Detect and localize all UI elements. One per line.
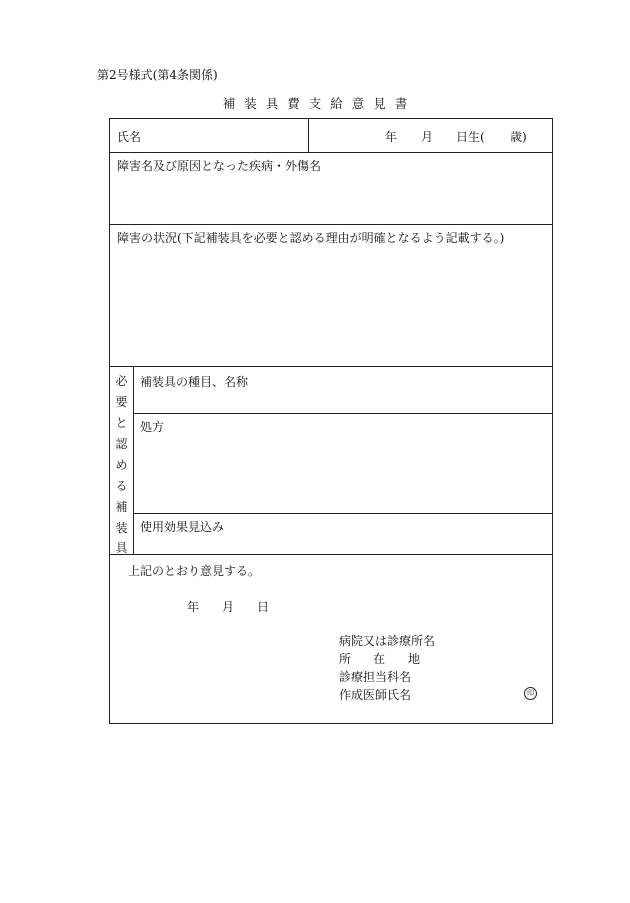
- seal-mark: 印: [524, 687, 537, 700]
- side-char: 装: [115, 521, 128, 535]
- form-number: 第2号様式(第4条関係): [97, 68, 218, 82]
- disability-status-label: 障害の状況(下記補装具を必要と認める理由が明確となるよう記載する。): [117, 231, 505, 245]
- birth-month-label: 月: [421, 130, 434, 144]
- side-char: 補: [115, 500, 128, 514]
- form-frame: [109, 118, 553, 724]
- age-label: 歳): [510, 130, 527, 144]
- side-char: 具: [115, 541, 128, 555]
- row-divider-4: [110, 554, 552, 555]
- address-char-3: 地: [408, 652, 421, 666]
- document-title: 補装具費支給意見書: [222, 96, 417, 111]
- prescription-label: 処方: [140, 420, 165, 434]
- device-divider-1: [133, 413, 552, 414]
- birth-day-label: 日生(: [456, 130, 485, 144]
- address-char-1: 所: [339, 652, 352, 666]
- row-divider-2: [110, 224, 552, 225]
- opinion-statement: 上記のとおり意見する。: [128, 564, 261, 578]
- address-char-2: 在: [373, 652, 386, 666]
- doctor-name-label: 作成医師氏名: [339, 688, 412, 702]
- device-divider-2: [133, 513, 552, 514]
- row-divider-3: [110, 366, 552, 367]
- birth-year-label: 年: [385, 130, 398, 144]
- opinion-day-label: 日: [257, 600, 270, 614]
- opinion-year-label: 年: [187, 600, 200, 614]
- department-label: 診療担当科名: [339, 670, 412, 684]
- side-char: と: [115, 416, 128, 430]
- side-char: め: [115, 458, 128, 472]
- side-char: 認: [115, 437, 128, 451]
- disability-cause-label: 障害名及び原因となった疾病・外傷名: [117, 159, 322, 173]
- opinion-month-label: 月: [222, 600, 235, 614]
- side-char: 必: [115, 374, 128, 388]
- name-column-divider: [308, 119, 309, 152]
- device-column-divider: [133, 366, 134, 554]
- side-char: 要: [115, 395, 128, 409]
- hospital-label: 病院又は診療所名: [339, 634, 436, 648]
- row-divider-1: [110, 152, 552, 153]
- effect-estimate-label: 使用効果見込み: [140, 520, 225, 534]
- name-label: 氏名: [117, 130, 142, 144]
- device-type-name-label: 補装具の種目、名称: [140, 375, 249, 389]
- side-char: る: [115, 479, 128, 493]
